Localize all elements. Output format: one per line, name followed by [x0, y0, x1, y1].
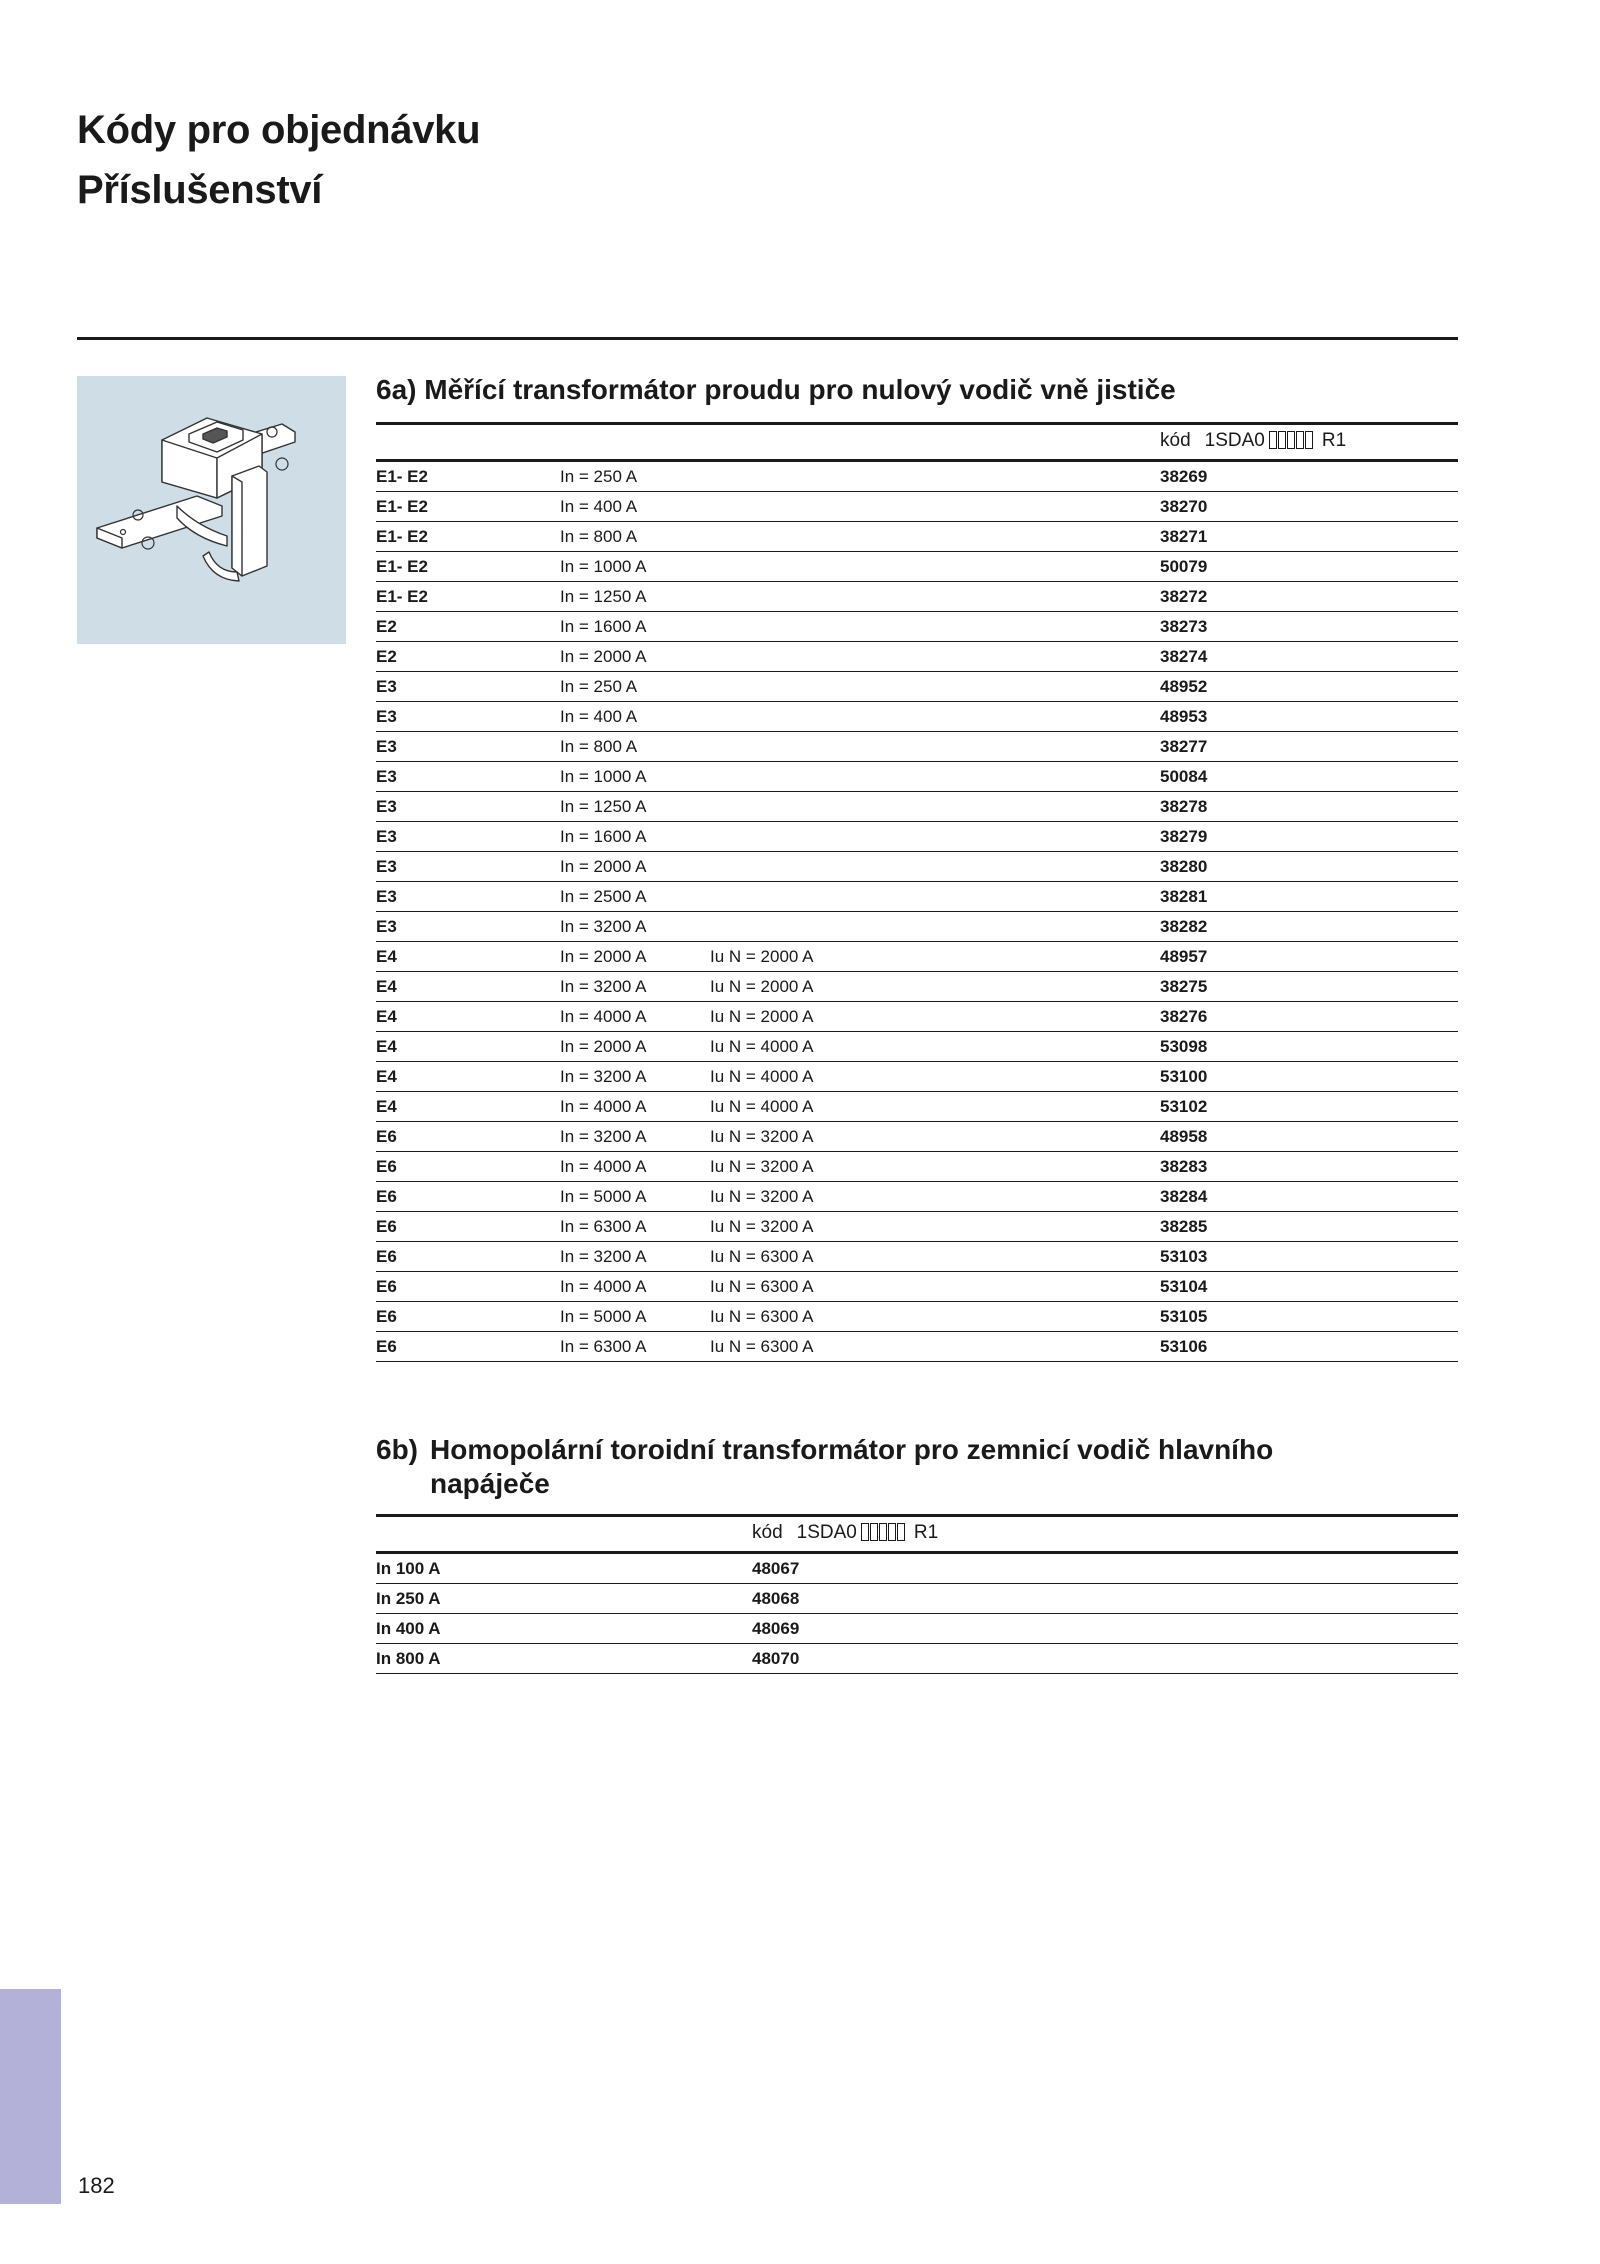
- cell-neutral-current: Iu N = 4000 A: [710, 1092, 1160, 1122]
- table-row: [376, 552, 1458, 582]
- table-row: [376, 942, 1458, 972]
- cell-neutral-current: [710, 582, 1160, 612]
- cell-rated-current: In = 2000 A: [560, 1032, 710, 1062]
- cell-rated-current: In 800 A: [376, 1644, 752, 1674]
- page-title-line-2: Příslušenství: [77, 168, 323, 212]
- table-row: [376, 1272, 1458, 1302]
- cell-order-code: 38277: [1160, 732, 1458, 762]
- current-transformer-illustration: [77, 376, 346, 644]
- page-number: 182: [78, 2173, 115, 2198]
- section-6b-rows: [376, 1553, 1458, 1674]
- cell-neutral-current: Iu N = 3200 A: [710, 1212, 1160, 1242]
- section-6a-heading: Měřící transformátor proudu pro nulový vodič vně jističe: [424, 374, 1176, 405]
- cell-order-code: 50084: [1160, 762, 1458, 792]
- cell-neutral-current: [710, 522, 1160, 552]
- cell-model: E3: [376, 822, 560, 852]
- cell-neutral-current: [710, 852, 1160, 882]
- cell-model: E4: [376, 1092, 560, 1122]
- cell-order-code: 53106: [1160, 1332, 1458, 1362]
- cell-order-code: 38272: [1160, 582, 1458, 612]
- cell-rated-current: In = 800 A: [560, 732, 710, 762]
- cell-neutral-current: Iu N = 4000 A: [710, 1062, 1160, 1092]
- cell-rated-current: In = 1000 A: [560, 762, 710, 792]
- table-row: [376, 702, 1458, 732]
- cell-model: E6: [376, 1122, 560, 1152]
- table-row: [376, 582, 1458, 612]
- cell-order-code: 38273: [1160, 612, 1458, 642]
- cell-model: E4: [376, 942, 560, 972]
- cell-rated-current: In = 1600 A: [560, 612, 710, 642]
- cell-rated-current: In = 400 A: [560, 492, 710, 522]
- cell-neutral-current: [710, 612, 1160, 642]
- cell-neutral-current: Iu N = 3200 A: [710, 1152, 1160, 1182]
- section-6a-title: [376, 373, 1176, 407]
- cell-neutral-current: [710, 492, 1160, 522]
- cell-model: E6: [376, 1152, 560, 1182]
- table-row: [376, 822, 1458, 852]
- header-divider: [77, 337, 1458, 340]
- table-row: [376, 1302, 1458, 1332]
- cell-neutral-current: Iu N = 6300 A: [710, 1242, 1160, 1272]
- cell-rated-current: In = 4000 A: [560, 1152, 710, 1182]
- table-row: [376, 1062, 1458, 1092]
- cell-neutral-current: [710, 702, 1160, 732]
- cell-order-code: 53103: [1160, 1242, 1458, 1272]
- cell-rated-current: In = 2000 A: [560, 642, 710, 672]
- table-row: [376, 522, 1458, 552]
- cell-rated-current: In = 3200 A: [560, 1062, 710, 1092]
- cell-rated-current: In = 800 A: [560, 522, 710, 552]
- cell-neutral-current: [710, 792, 1160, 822]
- current-transformer-drawing: [77, 376, 346, 644]
- cell-order-code: 38282: [1160, 912, 1458, 942]
- cell-rated-current: In = 5000 A: [560, 1302, 710, 1332]
- cell-model: E1- E2: [376, 461, 560, 492]
- cell-model: E1- E2: [376, 552, 560, 582]
- table-row: [376, 972, 1458, 1002]
- cell-rated-current: In = 6300 A: [560, 1212, 710, 1242]
- cell-rated-current: In = 1000 A: [560, 552, 710, 582]
- cell-order-code: 38270: [1160, 492, 1458, 522]
- section-6b-title: [376, 1433, 1273, 1501]
- table-header-row: [376, 1516, 1458, 1553]
- cell-model: E1- E2: [376, 492, 560, 522]
- cell-model: E3: [376, 882, 560, 912]
- cell-rated-current: In = 1600 A: [560, 822, 710, 852]
- cell-order-code: 53105: [1160, 1302, 1458, 1332]
- cell-order-code: 38276: [1160, 1002, 1458, 1032]
- section-6b-table: [376, 1514, 1458, 1674]
- cell-neutral-current: [710, 461, 1160, 492]
- cell-order-code: 48958: [1160, 1122, 1458, 1152]
- cell-model: E4: [376, 972, 560, 1002]
- table-row: [376, 492, 1458, 522]
- cell-rated-current: In = 250 A: [560, 672, 710, 702]
- cell-rated-current: In = 3200 A: [560, 972, 710, 1002]
- cell-order-code: 38285: [1160, 1212, 1458, 1242]
- cell-rated-current: In = 250 A: [560, 461, 710, 492]
- table-row: [376, 461, 1458, 492]
- cell-model: E3: [376, 852, 560, 882]
- section-6a-number: 6a): [376, 374, 417, 405]
- cell-model: E2: [376, 612, 560, 642]
- cell-order-code: 48067: [752, 1553, 1458, 1584]
- cell-rated-current: In = 400 A: [560, 702, 710, 732]
- table-row: [376, 672, 1458, 702]
- cell-neutral-current: Iu N = 6300 A: [710, 1302, 1160, 1332]
- cell-rated-current: In 250 A: [376, 1584, 752, 1614]
- cell-model: E6: [376, 1212, 560, 1242]
- cell-model: E3: [376, 912, 560, 942]
- cell-model: E3: [376, 792, 560, 822]
- table-row: [376, 1553, 1458, 1584]
- cell-neutral-current: [710, 552, 1160, 582]
- cell-rated-current: In 400 A: [376, 1614, 752, 1644]
- table-header-row: [376, 424, 1458, 461]
- code-suffix: R1: [1321, 429, 1347, 451]
- table-row: [376, 1002, 1458, 1032]
- cell-rated-current: In = 2000 A: [560, 942, 710, 972]
- cell-neutral-current: Iu N = 2000 A: [710, 972, 1160, 1002]
- cell-model: E3: [376, 732, 560, 762]
- cell-model: E6: [376, 1272, 560, 1302]
- table-row: [376, 1152, 1458, 1182]
- cell-order-code: 48952: [1160, 672, 1458, 702]
- cell-model: E6: [376, 1242, 560, 1272]
- cell-rated-current: In 100 A: [376, 1553, 752, 1584]
- table-row: [376, 1182, 1458, 1212]
- code-placeholder-boxes: [1269, 431, 1314, 455]
- code-label: kód: [752, 1521, 783, 1543]
- cell-rated-current: In = 2000 A: [560, 852, 710, 882]
- cell-neutral-current: Iu N = 6300 A: [710, 1332, 1160, 1362]
- table-row: [376, 1332, 1458, 1362]
- cell-order-code: 48953: [1160, 702, 1458, 732]
- cell-rated-current: In = 4000 A: [560, 1092, 710, 1122]
- cell-rated-current: In = 1250 A: [560, 582, 710, 612]
- cell-order-code: 48957: [1160, 942, 1458, 972]
- cell-rated-current: In = 2500 A: [560, 882, 710, 912]
- cell-model: E4: [376, 1002, 560, 1032]
- cell-model: E6: [376, 1302, 560, 1332]
- cell-neutral-current: [710, 642, 1160, 672]
- section-6b-number: 6b): [376, 1434, 418, 1465]
- table-row: [376, 1242, 1458, 1272]
- table-row: [376, 1614, 1458, 1644]
- cell-neutral-current: Iu N = 2000 A: [710, 942, 1160, 972]
- cell-rated-current: In = 3200 A: [560, 1122, 710, 1152]
- cell-order-code: 38279: [1160, 822, 1458, 852]
- cell-rated-current: In = 1250 A: [560, 792, 710, 822]
- cell-order-code: 48070: [752, 1644, 1458, 1674]
- section-6b-heading-line-2: napáječe: [430, 1468, 550, 1499]
- cell-order-code: 53102: [1160, 1092, 1458, 1122]
- cell-neutral-current: Iu N = 6300 A: [710, 1272, 1160, 1302]
- cell-model: E6: [376, 1332, 560, 1362]
- cell-order-code: 53100: [1160, 1062, 1458, 1092]
- cell-neutral-current: Iu N = 3200 A: [710, 1122, 1160, 1152]
- table-row: [376, 1644, 1458, 1674]
- table-row: [376, 732, 1458, 762]
- cell-model: E3: [376, 702, 560, 732]
- table-row: [376, 642, 1458, 672]
- code-header: [1160, 424, 1458, 461]
- section-6a-rows: [376, 461, 1458, 1362]
- cell-order-code: 38278: [1160, 792, 1458, 822]
- cell-model: E3: [376, 762, 560, 792]
- table-row: [376, 882, 1458, 912]
- side-color-tab: [0, 1989, 61, 2204]
- table-row: [376, 1092, 1458, 1122]
- code-prefix: 1SDA0: [1204, 429, 1265, 451]
- cell-rated-current: In = 3200 A: [560, 1242, 710, 1272]
- table-row: [376, 1032, 1458, 1062]
- cell-neutral-current: [710, 882, 1160, 912]
- table-row: [376, 762, 1458, 792]
- table-row: [376, 1212, 1458, 1242]
- code-label: kód: [1160, 429, 1191, 451]
- cell-order-code: 38271: [1160, 522, 1458, 552]
- code-placeholder-boxes: [861, 1523, 906, 1547]
- code-suffix: R1: [913, 1521, 939, 1543]
- cell-order-code: 48068: [752, 1584, 1458, 1614]
- code-prefix: 1SDA0: [796, 1521, 857, 1543]
- cell-order-code: 38283: [1160, 1152, 1458, 1182]
- cell-order-code: 38284: [1160, 1182, 1458, 1212]
- cell-neutral-current: Iu N = 2000 A: [710, 1002, 1160, 1032]
- section-6b-heading-line-1: Homopolární toroidní transformátor pro zemnicí vodič hlavního: [430, 1434, 1274, 1465]
- table-row: [376, 792, 1458, 822]
- cell-neutral-current: [710, 912, 1160, 942]
- page-title: [77, 100, 480, 220]
- cell-rated-current: In = 4000 A: [560, 1002, 710, 1032]
- cell-neutral-current: [710, 672, 1160, 702]
- cell-order-code: 38274: [1160, 642, 1458, 672]
- cell-order-code: 53104: [1160, 1272, 1458, 1302]
- cell-neutral-current: [710, 732, 1160, 762]
- code-header: [752, 1516, 1458, 1553]
- cell-rated-current: In = 5000 A: [560, 1182, 710, 1212]
- cell-model: E1- E2: [376, 522, 560, 552]
- cell-rated-current: In = 6300 A: [560, 1332, 710, 1362]
- cell-model: E4: [376, 1062, 560, 1092]
- page-title-line-1: Kódy pro objednávku: [77, 108, 481, 152]
- cell-order-code: 53098: [1160, 1032, 1458, 1062]
- cell-rated-current: In = 4000 A: [560, 1272, 710, 1302]
- cell-rated-current: In = 3200 A: [560, 912, 710, 942]
- cell-neutral-current: Iu N = 3200 A: [710, 1182, 1160, 1212]
- table-row: [376, 852, 1458, 882]
- table-row: [376, 1122, 1458, 1152]
- cell-model: E3: [376, 672, 560, 702]
- cell-model: E2: [376, 642, 560, 672]
- cell-order-code: 38269: [1160, 461, 1458, 492]
- cell-neutral-current: Iu N = 4000 A: [710, 1032, 1160, 1062]
- cell-order-code: 38280: [1160, 852, 1458, 882]
- cell-model: E6: [376, 1182, 560, 1212]
- cell-model: E1- E2: [376, 582, 560, 612]
- cell-order-code: 48069: [752, 1614, 1458, 1644]
- cell-neutral-current: [710, 762, 1160, 792]
- cell-neutral-current: [710, 822, 1160, 852]
- cell-model: E4: [376, 1032, 560, 1062]
- cell-order-code: 50079: [1160, 552, 1458, 582]
- table-row: [376, 612, 1458, 642]
- section-6a-table: [376, 422, 1458, 1362]
- table-row: [376, 1584, 1458, 1614]
- cell-order-code: 38281: [1160, 882, 1458, 912]
- cell-order-code: 38275: [1160, 972, 1458, 1002]
- table-row: [376, 912, 1458, 942]
